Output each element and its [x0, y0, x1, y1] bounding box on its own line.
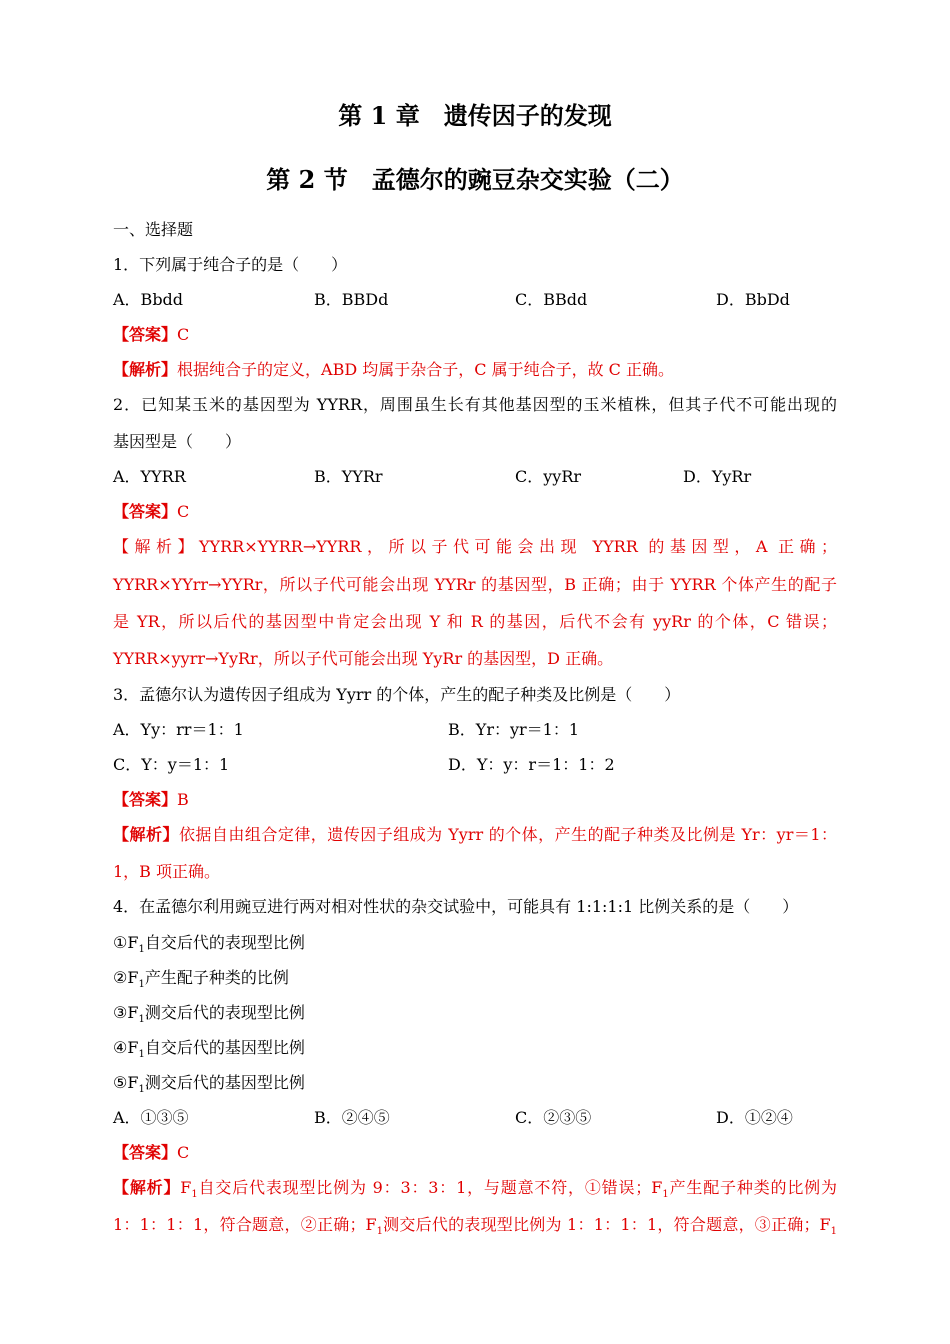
section-label: 一、选择题	[113, 220, 194, 239]
analysis-text: 根据纯合子的定义，ABD 均属于杂合子，C 属于纯合子，故 C 正确。	[177, 360, 674, 379]
answer-tag: 【答案】	[113, 502, 178, 521]
q1-option-b: B．BBDd	[314, 290, 389, 309]
q3-stem: 3．孟德尔认为遗传因子组成为 Yyrr 的个体，产生的配子种类及比例是（ ）	[113, 685, 681, 704]
q4-option-a: A．①③⑤	[113, 1108, 189, 1127]
q1-stem: 1．下列属于纯合子的是（ ）	[113, 255, 348, 274]
q3-option-a: A．Yy：rr＝1：1	[113, 720, 244, 739]
q4-option-c: C．②③⑤	[515, 1108, 592, 1127]
chapter-title: 第 1 章 遗传因子的发现	[338, 101, 612, 130]
answer-value: C	[177, 325, 190, 344]
q2-option-b: B．YYRr	[314, 467, 383, 486]
q4-item: $④F_1$自交后代的基因型比例	[113, 1038, 305, 1061]
q2-analysis-line3: 是 YR，所以后代的基因型中肯定会出现 Y 和 R 的基因，后代不会有 yyRr 的个体，C 错误；	[113, 612, 837, 631]
q1-answer	[113, 324, 837, 346]
q2-analysis-line4: YYRR×yyrr→YyRr，所以子代可能会出现 YyRr 的基因型，D 正确。	[113, 649, 614, 668]
q4-item: $①F_1$自交后代的表现型比例	[113, 933, 305, 956]
answer-value: C	[177, 1143, 190, 1162]
q1-option-a: A．Bbdd	[113, 290, 184, 309]
q4-item: $②F_1$产生配子种类的比例	[113, 968, 289, 991]
q1-option-c: C．BBdd	[515, 290, 588, 309]
q2-option-c: C．yyRr	[515, 467, 582, 486]
section-title: 第 2 节 孟德尔的豌豆杂交实验（二）	[266, 165, 684, 194]
answer-value: B	[177, 790, 189, 809]
q2-option-a: A．YYRR	[113, 467, 186, 486]
q3-analysis-line1	[113, 824, 837, 846]
q2-analysis-line1: 【解析】YYRR×YYRR→YYRR，所以子代可能会出现 YYRR 的基因型，A 正确；	[113, 537, 837, 556]
q3-option-d: D．Y：y：r＝1：1：2	[448, 755, 615, 774]
q2-stem-line2: 基因型是（ ）	[113, 432, 242, 451]
q1-option-d: D．BbDd	[716, 290, 790, 309]
analysis-text: 依据自由组合定律，遗传因子组成为 Yyrr 的个体，产生的配子种类及比例是 Yr：yr＝1：	[178, 825, 837, 844]
q3-analysis-line2: 1，B 项正确。	[113, 862, 221, 881]
q4-item: $③F_1$测交后代的表现型比例	[113, 1003, 305, 1026]
answer-tag: 【答案】	[113, 790, 178, 809]
answer-tag: 【答案】	[113, 325, 178, 344]
analysis-tag: 【解析】	[113, 360, 178, 379]
q2-analysis-line2: YYRR×YYrr→YYRr，所以子代可能会出现 YYRr 的基因型，B 正确；由于 YYRR 个体产生的配子	[113, 575, 837, 594]
q2-answer	[113, 501, 837, 523]
analysis-tag: 【解析】	[113, 825, 179, 844]
answer-value: C	[177, 502, 190, 521]
q4-option-d: D．①②④	[716, 1108, 793, 1127]
q4-item: $⑤F_1$测交后代的基因型比例	[113, 1073, 305, 1096]
q2-option-d: D．YyRr	[683, 467, 752, 486]
analysis-tag: 【解析】	[113, 1178, 181, 1197]
q4-stem: 4．在孟德尔利用豌豆进行两对相对性状的杂交试验中，可能具有 1:1:1:1 比例关系的是（ ）	[113, 897, 799, 916]
q2-stem-line1: 2．已知某玉米的基因型为 YYRR，周围虽生长有其他基因型的玉米植株，但其子代不可能出现的	[113, 395, 837, 414]
q3-option-b: B．Yr：yr＝1：1	[448, 720, 580, 739]
answer-tag: 【答案】	[113, 1143, 178, 1162]
q3-option-c: C．Y：y＝1：1	[113, 755, 230, 774]
q4-option-b: B．②④⑤	[314, 1108, 390, 1127]
q1-analysis	[113, 359, 837, 381]
q4-analysis-line1: 【解析】$F_1$自交后代表现型比例为 9：3：3：1，与题意不符，①错误；$F_1$产生配子种类的比例为	[113, 1178, 837, 1201]
q3-answer	[113, 789, 837, 811]
q4-answer	[113, 1142, 837, 1164]
q4-analysis-line2: 1：1：1：1，符合题意，②正确；$F_1$测交后代的表现型比例为 1：1：1：1，符合题意，③正确；$F_1$	[113, 1215, 837, 1238]
